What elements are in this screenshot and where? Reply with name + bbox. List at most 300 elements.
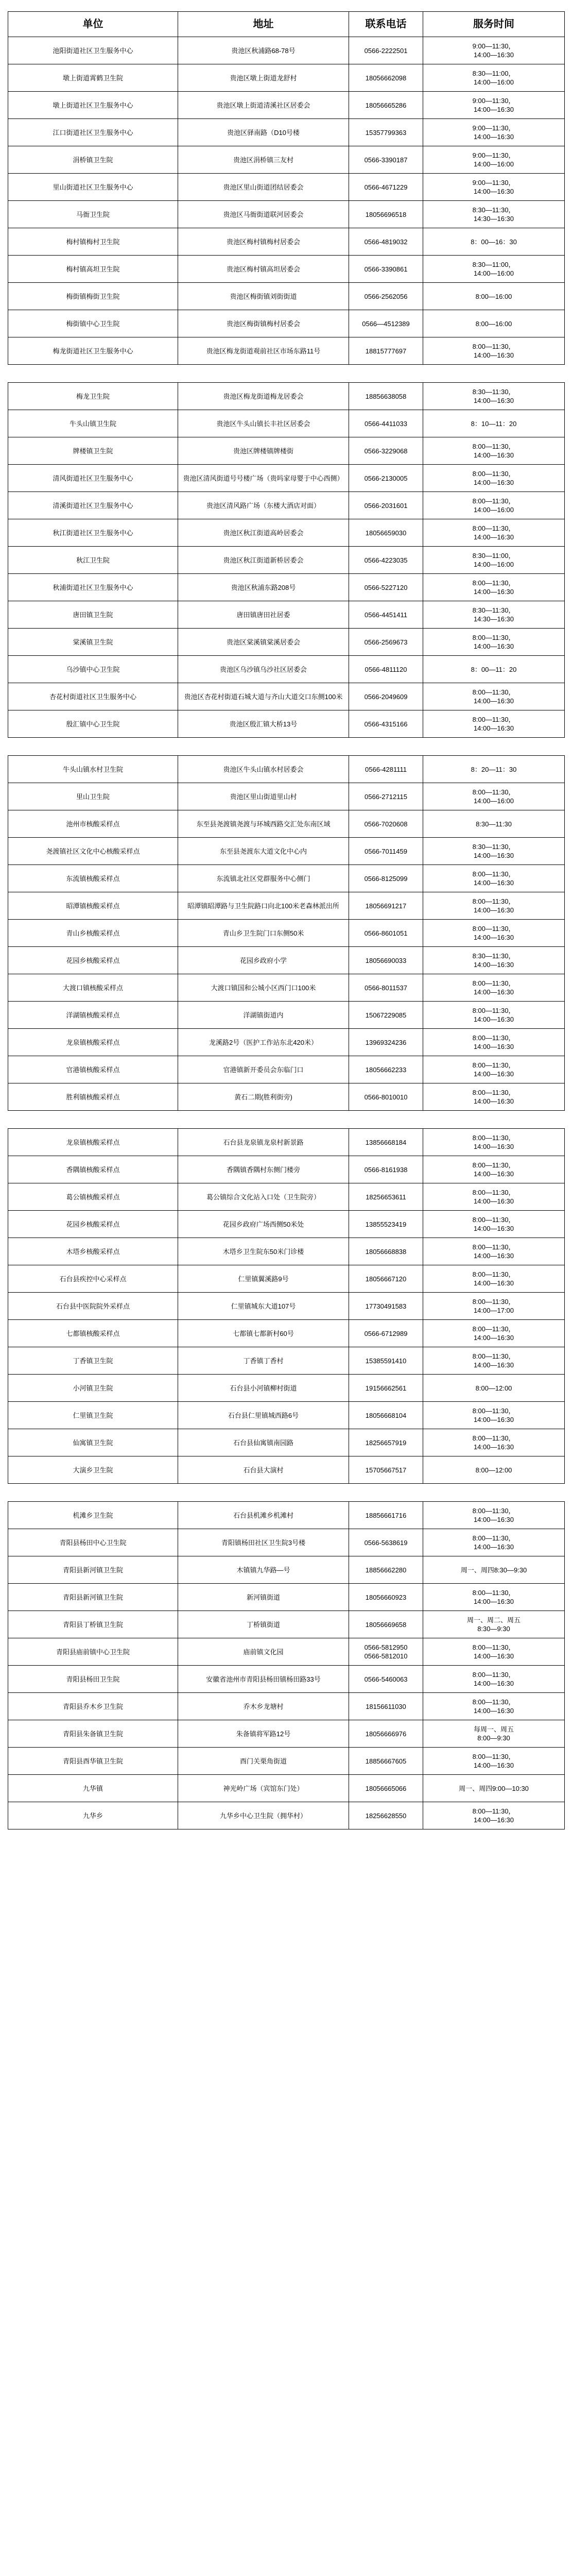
phone-cell: 0566-2712115 [349, 783, 423, 810]
service-points-sheet [8, 11, 564, 1829]
unit-cell: 龙泉镇核酸采样点 [8, 1029, 178, 1056]
table-row [8, 1402, 565, 1429]
address-cell: 花园乡政府小学 [178, 947, 349, 974]
unit-cell: 梅龙卫生院 [8, 383, 178, 410]
unit-cell: 青阳县杨田卫生院 [8, 1666, 178, 1693]
table-row [8, 201, 565, 228]
hours-cell: 8:30—11:30， 14:30—16:30 [423, 201, 565, 228]
unit-cell: 仙寓镇卫生院 [8, 1429, 178, 1456]
section-gap [8, 365, 564, 382]
phone-cell: 18815777697 [349, 337, 423, 365]
address-cell: 贵池区梅街镇梅村居委会 [178, 310, 349, 337]
hours-cell: 周一、周四9:00—10:30 [423, 1775, 565, 1802]
address-cell: 七都镇七都新村60号 [178, 1320, 349, 1347]
table-row [8, 1347, 565, 1375]
table-row [8, 1183, 565, 1211]
table-row [8, 547, 565, 574]
hours-cell: 8:00—11:30， 14:00—16:30 [423, 519, 565, 547]
hours-cell: 8:00—11:30， 14:00—16:30 [423, 1693, 565, 1720]
header-phone: 联系电话 [349, 12, 423, 37]
hours-cell: 9:00—11:30， 14:00—16:30 [423, 37, 565, 64]
table-row [8, 1611, 565, 1638]
unit-cell: 墩上街道社区卫生服务中心 [8, 92, 178, 119]
address-cell: 石台县龙泉镇龙泉村新景路 [178, 1129, 349, 1156]
hours-cell: 8:00—11:30， 14:00—16:30 [423, 1238, 565, 1265]
address-cell: 贵池区梅村镇梅村居委会 [178, 228, 349, 256]
unit-cell: 杏花村街道社区卫生服务中心 [8, 683, 178, 710]
section-gap [8, 1111, 564, 1128]
hours-cell: 周一、周四8:30—9:30 [423, 1556, 565, 1584]
address-cell: 九华乡中心卫生院（拥华村） [178, 1802, 349, 1829]
address-cell: 贵池区墩上街道清溪社区居委会 [178, 92, 349, 119]
address-cell: 贵池区墩上街道龙舒村 [178, 64, 349, 92]
table-row [8, 437, 565, 465]
phone-cell: 0566-4281111 [349, 756, 423, 783]
phone-cell: 13969324236 [349, 1029, 423, 1056]
unit-cell: 官港镇核酸采样点 [8, 1056, 178, 1083]
unit-cell: 唐田镇卫生院 [8, 601, 178, 629]
unit-cell: 清溪街道社区卫生服务中心 [8, 492, 178, 519]
hours-cell: 8:30—11:30， 14:00—16:30 [423, 947, 565, 974]
table-row [8, 783, 565, 810]
unit-cell: 里山街道社区卫生服务中心 [8, 174, 178, 201]
address-cell: 贵池区秋浦路68-78号 [178, 37, 349, 64]
table-row [8, 256, 565, 283]
hours-cell: 8:00—11:30， 14:00—16:30 [423, 974, 565, 1002]
table-row [8, 1002, 565, 1029]
hours-cell: 8：00—16：30 [423, 228, 565, 256]
table-row [8, 1429, 565, 1456]
unit-cell: 里山卫生院 [8, 783, 178, 810]
address-cell: 青阳镇杨田社区卫生院3号楼 [178, 1529, 349, 1556]
unit-cell: 梅龙街道社区卫生服务中心 [8, 337, 178, 365]
address-cell: 仁里镇城东大道107号 [178, 1293, 349, 1320]
address-cell: 贵池区里山街道里山村 [178, 783, 349, 810]
unit-cell: 机滩乡卫生院 [8, 1502, 178, 1529]
address-cell: 石台县小河镇柳村街道 [178, 1375, 349, 1402]
table-row [8, 228, 565, 256]
table-row [8, 1083, 565, 1111]
table-row [8, 838, 565, 865]
unit-cell: 墩上街道霄鹤卫生院 [8, 64, 178, 92]
unit-cell: 涓桥镇卫生院 [8, 146, 178, 174]
phone-cell: 0566-7020608 [349, 810, 423, 838]
phone-cell: 18056660923 [349, 1584, 423, 1611]
service-table [8, 11, 565, 365]
service-table [8, 382, 565, 738]
table-row [8, 174, 565, 201]
phone-cell: 18056662233 [349, 1056, 423, 1083]
phone-cell: 18856661716 [349, 1502, 423, 1529]
hours-cell: 8:00—11:30， 14:00—16:30 [423, 1002, 565, 1029]
unit-cell: 龙泉镇核酸采样点 [8, 1129, 178, 1156]
phone-cell: 18056666976 [349, 1720, 423, 1748]
table-row [8, 574, 565, 601]
phone-cell: 0566-2130005 [349, 465, 423, 492]
hours-cell: 8:00—11:30， 14:00—16:30 [423, 1056, 565, 1083]
address-cell: 安徽省池州市青阳县杨田镇杨田路33号 [178, 1666, 349, 1693]
header-unit: 单位 [8, 12, 178, 37]
address-cell: 洋湖镇街道内 [178, 1002, 349, 1029]
address-cell: 贵池区马衙街道联河居委会 [178, 201, 349, 228]
phone-cell: 18056669658 [349, 1611, 423, 1638]
phone-cell: 0566-8011537 [349, 974, 423, 1002]
unit-cell: 青阳县丁桥镇卫生院 [8, 1611, 178, 1638]
unit-cell: 青阳县乔木乡卫生院 [8, 1693, 178, 1720]
unit-cell: 乌沙镇中心卫生院 [8, 656, 178, 683]
phone-cell: 17730491583 [349, 1293, 423, 1320]
unit-cell: 洋湖镇核酸采样点 [8, 1002, 178, 1029]
address-cell: 贵池区梅龙街道观前社区市场东路11号 [178, 337, 349, 365]
phone-cell: 18056662098 [349, 64, 423, 92]
hours-cell: 8:00—11:30， 14:00—16:30 [423, 1748, 565, 1775]
unit-cell: 池州市核酸采样点 [8, 810, 178, 838]
phone-cell: 0566-2562056 [349, 283, 423, 310]
address-cell: 贵池区里山街道团结居委会 [178, 174, 349, 201]
table-row [8, 1802, 565, 1829]
address-cell: 神光岭广场（宾馆东门处） [178, 1775, 349, 1802]
phone-cell: 0566-8010010 [349, 1083, 423, 1111]
hours-cell: 8:00—11:30， 14:00—16:30 [423, 629, 565, 656]
phone-cell: 15705667517 [349, 1456, 423, 1484]
phone-cell: 0566-3390861 [349, 256, 423, 283]
table-row [8, 1129, 565, 1156]
address-cell: 丁桥镇街道 [178, 1611, 349, 1638]
phone-cell: 18056696518 [349, 201, 423, 228]
address-cell: 贵池区牛头山镇长丰社区居委会 [178, 410, 349, 437]
hours-cell: 8:00—11:30， 14:00—16:30 [423, 1666, 565, 1693]
table-row [8, 92, 565, 119]
hours-cell: 8:00—11:30， 14:00—16:30 [423, 1265, 565, 1293]
phone-cell: 18056690033 [349, 947, 423, 974]
phone-cell: 18156611030 [349, 1693, 423, 1720]
address-cell: 香隅镇香隅村东侧门楼旁 [178, 1156, 349, 1183]
address-cell: 新河镇街道 [178, 1584, 349, 1611]
header-address: 地址 [178, 12, 349, 37]
phone-cell: 0566-2569673 [349, 629, 423, 656]
address-cell: 木塔乡卫生院东50米门诊楼 [178, 1238, 349, 1265]
address-cell: 贵池区秋浦东路208号 [178, 574, 349, 601]
hours-cell: 8:00—11:30， 14:00—16:30 [423, 710, 565, 738]
hours-cell: 8：00—11：20 [423, 656, 565, 683]
address-cell: 东至县尧渡镇尧渡与环城西路交汇处东南区域 [178, 810, 349, 838]
section-gap [8, 1484, 564, 1501]
phone-cell: 18056659030 [349, 519, 423, 547]
hours-cell: 每周一、周五 8:00—9:30 [423, 1720, 565, 1748]
hours-cell: 8:00—11:30， 14:00—16:30 [423, 1502, 565, 1529]
hours-cell: 8:00—11:30， 14:00—16:30 [423, 1802, 565, 1829]
address-cell: 石台县大演村 [178, 1456, 349, 1484]
table-row [8, 1029, 565, 1056]
hours-cell: 8:00—11:30， 14:00—16:30 [423, 865, 565, 892]
address-cell: 龙溪路2号（医护工作站东北420米） [178, 1029, 349, 1056]
address-cell: 庙前镇文化园 [178, 1638, 349, 1666]
table-row [8, 710, 565, 738]
address-cell: 大渡口镇国和公城小区西门口100米 [178, 974, 349, 1002]
table-row [8, 1456, 565, 1484]
phone-cell: 0566-3229068 [349, 437, 423, 465]
unit-cell: 香隅镇核酸采样点 [8, 1156, 178, 1183]
table-row [8, 1666, 565, 1693]
table-row [8, 337, 565, 365]
phone-cell: 18056667120 [349, 1265, 423, 1293]
unit-cell: 青阳县新河镇卫生院 [8, 1556, 178, 1584]
table-row [8, 1156, 565, 1183]
table-row [8, 1584, 565, 1611]
phone-cell: 0566-6712989 [349, 1320, 423, 1347]
phone-cell: 0566-4819032 [349, 228, 423, 256]
unit-cell: 青阳县庙前镇中心卫生院 [8, 1638, 178, 1666]
table-row [8, 283, 565, 310]
table-row [8, 756, 565, 783]
unit-cell: 花园乡核酸采样点 [8, 947, 178, 974]
hours-cell: 周一、周二、周五 8:30—9:30 [423, 1611, 565, 1638]
address-cell: 花园乡政府广场西侧50米处 [178, 1211, 349, 1238]
phone-cell: 0566-3390187 [349, 146, 423, 174]
phone-cell: 0566-8601051 [349, 920, 423, 947]
table-row [8, 1238, 565, 1265]
hours-cell: 8:00—11:30， 14:00—16:30 [423, 1083, 565, 1111]
unit-cell: 花园乡核酸采样点 [8, 1211, 178, 1238]
phone-cell: 13855523419 [349, 1211, 423, 1238]
unit-cell: 东流镇核酸采样点 [8, 865, 178, 892]
unit-cell: 葛公镇核酸采样点 [8, 1183, 178, 1211]
phone-cell: 15385591410 [349, 1347, 423, 1375]
unit-cell: 棠溪镇卫生院 [8, 629, 178, 656]
table-row [8, 119, 565, 146]
hours-cell: 8:00—11:30， 14:00—16:30 [423, 465, 565, 492]
phone-cell: 0566-5460063 [349, 1666, 423, 1693]
hours-cell: 9:00—11:30， 14:00—16:00 [423, 146, 565, 174]
address-cell: 石台县机滩乡机滩村 [178, 1502, 349, 1529]
address-cell: 唐田镇唐田社居委 [178, 601, 349, 629]
address-cell: 青山乡卫生院门口东侧50米 [178, 920, 349, 947]
table-row [8, 865, 565, 892]
unit-cell: 牛头山镇卫生院 [8, 410, 178, 437]
hours-cell: 8:00—11:30， 14:00—16:00 [423, 492, 565, 519]
address-cell: 贵池区清风路广场（东楼大酒店对面） [178, 492, 349, 519]
hours-cell: 8：10—11：20 [423, 410, 565, 437]
phone-cell: 18056691217 [349, 892, 423, 920]
address-cell: 东至县尧渡东大道文化中心内 [178, 838, 349, 865]
phone-cell: 18056665286 [349, 92, 423, 119]
hours-cell: 8:00—11:30， 14:00—16:30 [423, 1529, 565, 1556]
phone-cell: 13856668184 [349, 1129, 423, 1156]
table-row [8, 683, 565, 710]
unit-cell: 仁里镇卫生院 [8, 1402, 178, 1429]
table-row [8, 1693, 565, 1720]
table-row [8, 1293, 565, 1320]
hours-cell: 8：20—11：30 [423, 756, 565, 783]
hours-cell: 8:00—11:30， 14:00—16:30 [423, 574, 565, 601]
unit-cell: 尧渡镇社区文化中心核酸采样点 [8, 838, 178, 865]
unit-cell: 丁香镇卫生院 [8, 1347, 178, 1375]
phone-cell: 0566-2031601 [349, 492, 423, 519]
unit-cell: 青山乡核酸采样点 [8, 920, 178, 947]
hours-cell: 8:00—11:30， 14:00—16:30 [423, 1156, 565, 1183]
table-row [8, 920, 565, 947]
phone-cell: 18256653611 [349, 1183, 423, 1211]
hours-cell: 8:30—11:00， 14:00—16:00 [423, 64, 565, 92]
table-row [8, 1748, 565, 1775]
phone-cell: 19156662561 [349, 1375, 423, 1402]
table-row [8, 465, 565, 492]
phone-cell: 15357799363 [349, 119, 423, 146]
address-cell: 贵池区牌楼镇牌楼街 [178, 437, 349, 465]
service-table [8, 1128, 565, 1484]
unit-cell: 秋江街道社区卫生服务中心 [8, 519, 178, 547]
hours-cell: 8:00—11:30， 14:00—16:00 [423, 783, 565, 810]
table-row [8, 64, 565, 92]
hours-cell: 8:30—11:30， 14:00—16:30 [423, 383, 565, 410]
table-row [8, 383, 565, 410]
unit-cell: 昭潭镇核酸采样点 [8, 892, 178, 920]
phone-cell: 0566-7011459 [349, 838, 423, 865]
phone-cell: 0566-4411033 [349, 410, 423, 437]
hours-cell: 8:00—11:30， 14:00—16:30 [423, 892, 565, 920]
unit-cell: 胜利镇核酸采样点 [8, 1083, 178, 1111]
address-cell: 贵池区秋江街道高岭居委会 [178, 519, 349, 547]
unit-cell: 池阳街道社区卫生服务中心 [8, 37, 178, 64]
address-cell: 官港镇新开委员会东临门口 [178, 1056, 349, 1083]
unit-cell: 牌楼镇卫生院 [8, 437, 178, 465]
address-cell: 朱备镇将军路12号 [178, 1720, 349, 1748]
unit-cell: 七都镇核酸采样点 [8, 1320, 178, 1347]
address-cell: 贵池区棠溪镇棠溪居委会 [178, 629, 349, 656]
address-cell: 贵池区乌沙镇乌沙社区居委会 [178, 656, 349, 683]
hours-cell: 8:00—11:30， 14:00—17:00 [423, 1293, 565, 1320]
hours-cell: 8:00—11:30， 14:00—16:30 [423, 683, 565, 710]
table-row [8, 892, 565, 920]
unit-cell: 木塔乡核酸采样点 [8, 1238, 178, 1265]
address-cell: 贵池区梅龙街道梅龙居委会 [178, 383, 349, 410]
phone-cell: 15067229085 [349, 1002, 423, 1029]
address-cell: 贵池区殷汇镇大桥13号 [178, 710, 349, 738]
unit-cell: 梅街镇梅街卫生院 [8, 283, 178, 310]
phone-cell: 18256657919 [349, 1429, 423, 1456]
table-row [8, 810, 565, 838]
hours-cell: 8:00—12:00 [423, 1456, 565, 1484]
phone-cell: 0566-4223035 [349, 547, 423, 574]
hours-cell: 8:00—11:30， 14:00—16:30 [423, 1402, 565, 1429]
unit-cell: 江口街道社区卫生服务中心 [8, 119, 178, 146]
hours-cell: 8:00—11:30， 14:00—16:30 [423, 1211, 565, 1238]
hours-cell: 8:00—11:30， 14:00—16:30 [423, 1638, 565, 1666]
phone-cell: 18856667605 [349, 1748, 423, 1775]
address-cell: 木镇镇九华路—号 [178, 1556, 349, 1584]
unit-cell: 石台县疾控中心采样点 [8, 1265, 178, 1293]
phone-cell: 0566—4512389 [349, 310, 423, 337]
hours-cell: 8:00—11:30， 14:00—16:30 [423, 1029, 565, 1056]
address-cell: 贵池区驿南路（D10号楼 [178, 119, 349, 146]
hours-cell: 8:00—11:30， 14:00—16:30 [423, 1320, 565, 1347]
unit-cell: 青阳县朱备镇卫生院 [8, 1720, 178, 1748]
table-row [8, 1056, 565, 1083]
address-cell: 贵池区牛头山镇水村居委会 [178, 756, 349, 783]
phone-cell: 0566-2049609 [349, 683, 423, 710]
table-row [8, 1265, 565, 1293]
table-row [8, 629, 565, 656]
unit-cell: 马衙卫生院 [8, 201, 178, 228]
phone-cell: 0566-5638619 [349, 1529, 423, 1556]
address-cell: 酉门关栗角街道 [178, 1748, 349, 1775]
unit-cell: 梅村镇高坦卫生院 [8, 256, 178, 283]
table-row [8, 310, 565, 337]
unit-cell: 小河镇卫生院 [8, 1375, 178, 1402]
hours-cell: 8:00—11:30， 14:00—16:30 [423, 920, 565, 947]
phone-cell: 18256628550 [349, 1802, 423, 1829]
table-row [8, 1529, 565, 1556]
hours-cell: 8:30—11:30 [423, 810, 565, 838]
table-row [8, 1211, 565, 1238]
hours-cell: 8:00—16:00 [423, 283, 565, 310]
unit-cell: 石台县中医院院外采样点 [8, 1293, 178, 1320]
hours-cell: 8:00—11:30， 14:00—16:30 [423, 1129, 565, 1156]
phone-cell: 18056665066 [349, 1775, 423, 1802]
phone-cell: 18856638058 [349, 383, 423, 410]
service-table [8, 1501, 565, 1829]
table-row [8, 146, 565, 174]
table-row [8, 492, 565, 519]
unit-cell: 青阳县酉华镇卫生院 [8, 1748, 178, 1775]
address-cell: 石台县仁里镇城西路6号 [178, 1402, 349, 1429]
address-cell: 葛公镇综合文化站入口处（卫生院旁） [178, 1183, 349, 1211]
phone-cell: 0566-5812950 0566-5812010 [349, 1638, 423, 1666]
unit-cell: 秋江卫生院 [8, 547, 178, 574]
hours-cell: 8:00—11:30， 14:00—16:30 [423, 337, 565, 365]
table-row [8, 947, 565, 974]
phone-cell: 18056668104 [349, 1402, 423, 1429]
phone-cell: 18856662280 [349, 1556, 423, 1584]
hours-cell: 9:00—11:30， 14:00—16:30 [423, 119, 565, 146]
unit-cell: 梅街镇中心卫生院 [8, 310, 178, 337]
phone-cell: 0566-2222501 [349, 37, 423, 64]
table-row [8, 601, 565, 629]
unit-cell: 殷汇镇中心卫生院 [8, 710, 178, 738]
table-row [8, 1502, 565, 1529]
unit-cell: 九华镇 [8, 1775, 178, 1802]
phone-cell: 0566-4315166 [349, 710, 423, 738]
hours-cell: 8:00—12:00 [423, 1375, 565, 1402]
unit-cell: 大演乡卫生院 [8, 1456, 178, 1484]
hours-cell: 8:00—11:30， 14:00—16:30 [423, 437, 565, 465]
address-cell: 贵池区秋江街道新桥居委会 [178, 547, 349, 574]
phone-cell: 0566-4671229 [349, 174, 423, 201]
hours-cell: 8:30—11:00， 14:00—16:00 [423, 547, 565, 574]
header-row [8, 12, 565, 37]
unit-cell: 青阳县杨田中心卫生院 [8, 1529, 178, 1556]
unit-cell: 九华乡 [8, 1802, 178, 1829]
address-cell: 贵池区清风街道号号楼广场（贵吗家母婴于中心西侧） [178, 465, 349, 492]
hours-cell: 9:00—11:30， 14:00—16:30 [423, 174, 565, 201]
phone-cell: 0566-8161938 [349, 1156, 423, 1183]
table-row [8, 37, 565, 64]
table-row [8, 974, 565, 1002]
table-row [8, 1556, 565, 1584]
table-row [8, 1720, 565, 1748]
table-row [8, 656, 565, 683]
hours-cell: 8:30—11:30， 14:00—16:30 [423, 838, 565, 865]
unit-cell: 牛头山镇水村卫生院 [8, 756, 178, 783]
address-cell: 东流镇北社区党群服务中心侧门 [178, 865, 349, 892]
address-cell: 乔木乡龙塘村 [178, 1693, 349, 1720]
hours-cell: 9:00—11:30， 14:00—16:30 [423, 92, 565, 119]
unit-cell: 秋浦街道社区卫生服务中心 [8, 574, 178, 601]
address-cell: 贵池区杏花村街道石城大道与齐山大道交口东侧100米 [178, 683, 349, 710]
table-row [8, 1375, 565, 1402]
phone-cell: 0566-4811120 [349, 656, 423, 683]
phone-cell: 0566-4451411 [349, 601, 423, 629]
